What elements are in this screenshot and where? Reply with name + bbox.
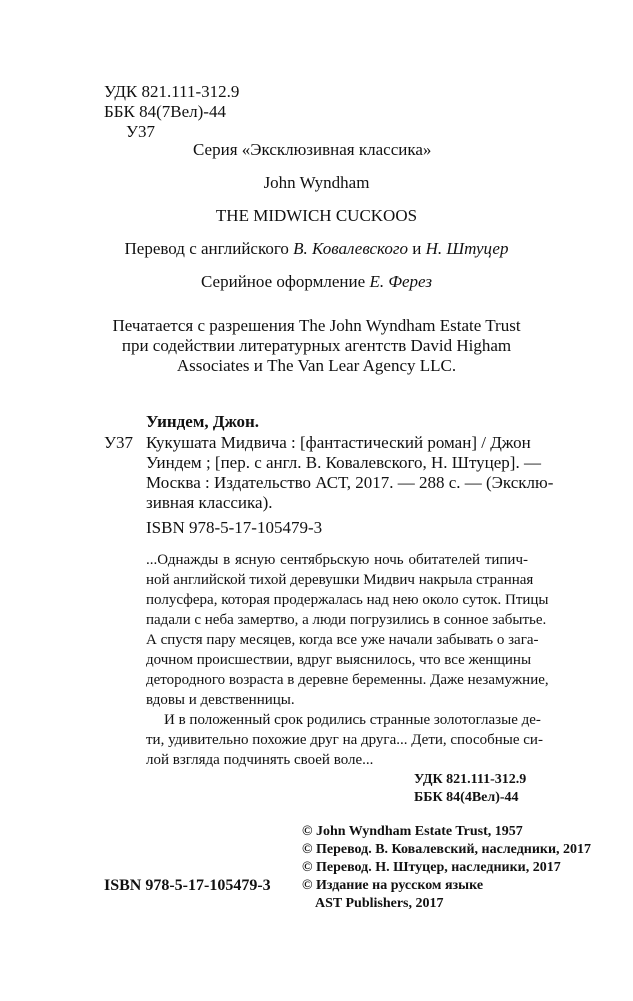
copyright-line-1: © John Wyndham Estate Trust, 1957 xyxy=(302,824,523,839)
annotation-line: полусфера, которая продержалась над нею около суток. Птицы xyxy=(146,592,549,608)
catalog-line-2: Уиндем ; [пер. с англ. В. Ковалевского, Н. Штуцер]. — xyxy=(146,453,541,472)
original-author: John Wyndham xyxy=(263,173,370,192)
translator-1: В. Ковалевского xyxy=(293,239,408,258)
translation-credit xyxy=(0,239,633,259)
copyright-line-3: © Перевод. Н. Штуцер, наследники, 2017 xyxy=(302,860,561,875)
bbk-code: ББК 84(7Вел)-44 xyxy=(104,102,226,121)
annotation-line: лой взгляда подчинять своей воле... xyxy=(146,752,374,768)
permission-line-2: при содействии литературных агентств David Higham xyxy=(121,336,512,355)
isbn-bottom: ISBN 978-5-17-105479-3 xyxy=(104,877,271,894)
original-title: THE MIDWICH CUCKOOS xyxy=(215,206,418,225)
catalog-line-4: зивная классика). xyxy=(146,493,273,512)
author-mark: У37 xyxy=(126,122,156,141)
annotation-line: ...Однажды в ясную сентябрьскую ночь обитателей типич- xyxy=(146,552,528,568)
copyright-line-5: AST Publishers, 2017 xyxy=(315,896,444,911)
annotation-line: ти, удивительно похожие друг на друга... Дети, способные си- xyxy=(146,732,543,748)
catalog-description xyxy=(146,433,554,513)
designer-name: Е. Ферез xyxy=(369,272,432,291)
design-credit xyxy=(0,272,633,292)
catalog-line-3: Москва : Издательство АСТ, 2017. — 288 с. — (Эксклю- xyxy=(146,473,554,492)
annotation-line: детородного возраста в деревне беременны. Даже незамужние, xyxy=(146,672,549,688)
annotation-line: И в положенный срок родились странные золотоглазые де- xyxy=(164,712,541,728)
bbk-code-right: ББК 84(4Вел)-44 xyxy=(414,790,519,805)
annotation-line: вдовы и девственницы. xyxy=(146,692,295,708)
catalog-line-1: Кукушата Мидвича : [фантастический роман] / Джон xyxy=(146,433,531,452)
copyright-line-2: © Перевод. В. Ковалевский, наследники, 2017 xyxy=(302,842,592,857)
translation-prefix: Перевод с английского xyxy=(124,239,294,258)
design-prefix: Серийное оформление xyxy=(201,272,370,291)
permission-line-3: Associates и The Van Lear Agency LLC. xyxy=(176,356,457,375)
catalog-mark: У37 xyxy=(104,433,134,452)
annotation-line: падали с неба замертво, а люди погрузились в сонное забытье. xyxy=(146,612,547,628)
series-title: Серия «Эксклюзивная классика» xyxy=(193,140,432,159)
udk-code: УДК 821.111-312.9 xyxy=(104,82,240,101)
catalog-isbn: ISBN 978-5-17-105479-3 xyxy=(146,518,323,537)
catalog-heading: Уиндем, Джон. xyxy=(146,412,260,431)
translation-conj: и xyxy=(407,239,426,258)
annotation-line: А спустя пару месяцев, когда все уже начали забывать о зага- xyxy=(146,632,539,648)
permission-line-1: Печатается с разрешения The John Wyndham Estate Trust xyxy=(112,316,521,335)
copyright-line-4: © Издание на русском языке xyxy=(302,878,484,893)
translator-2: Н. Штуцер xyxy=(425,239,509,258)
annotation-line: ной английской тихой деревушки Мидвич накрыла странная xyxy=(146,572,534,588)
annotation xyxy=(146,550,549,770)
udk-code-right: УДК 821.111-312.9 xyxy=(414,772,527,787)
annotation-line: дочном происшествии, вдруг выяснилось, что все женщины xyxy=(146,652,532,668)
